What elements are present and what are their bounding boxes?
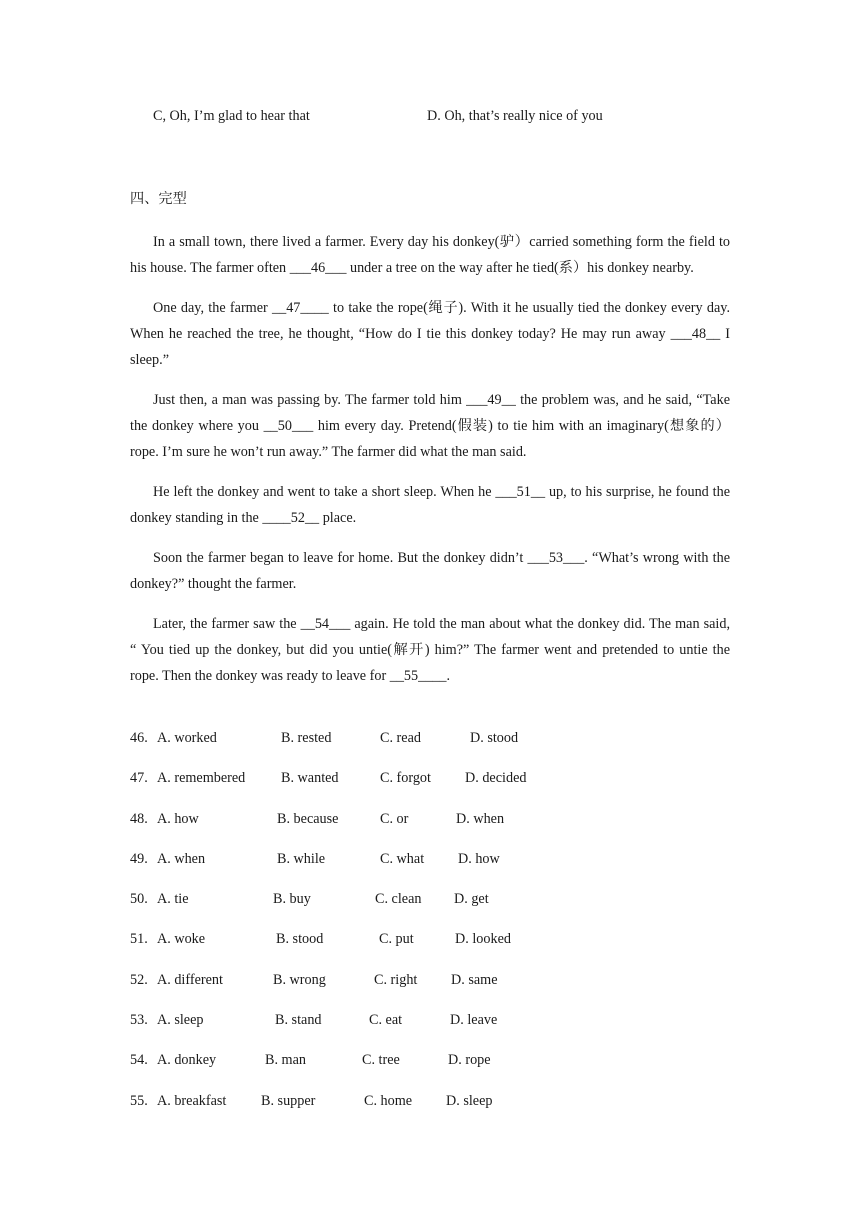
question-number: 48.	[130, 810, 148, 827]
question-row	[130, 891, 730, 931]
option-c: C. clean	[375, 891, 422, 908]
option-b: B. stood	[276, 931, 324, 948]
passage-paragraph: Just then, a man was passing by. The farmer told him ___49__ the problem was, and he said, “Take the donkey where you __50___ him every day. Pretend(假装) to tie him with an imaginary(想象的）rope. I’m sure he won’t run away.” The farmer did what the man said.	[130, 392, 730, 460]
option-d: D. when	[456, 810, 505, 827]
option-a: A. worked	[157, 730, 217, 746]
option-c: C. read	[380, 730, 421, 746]
question-number: 54.	[130, 1052, 148, 1069]
option-b: B. buy	[273, 891, 311, 908]
option-b: B. wanted	[281, 770, 339, 787]
question-row	[130, 1012, 730, 1052]
option-c: C. right	[374, 971, 418, 988]
question-number: 55.	[130, 1092, 148, 1109]
question-number: 52.	[130, 971, 148, 988]
question-number: 50.	[130, 891, 148, 908]
question-row	[130, 811, 730, 851]
option-a: A. sleep	[157, 1012, 204, 1029]
option-c: C. forgot	[380, 770, 431, 787]
section-title: 四、完型	[130, 191, 187, 207]
passage-paragraph: Later, the farmer saw the __54___ again. He told the man about what the donkey did. The man said, “ You tied up the donkey, but did you untie(解开) him?” The farmer went and pretended to untie the rope. Then the donkey was ready to leave for __55____.	[130, 616, 730, 684]
question-row	[130, 1052, 730, 1092]
option-b: B. man	[265, 1052, 306, 1069]
cloze-passage	[130, 229, 730, 703]
option-d: D. leave	[450, 1012, 498, 1029]
option-a: A. when	[157, 850, 206, 867]
option-d: D. looked	[455, 931, 511, 948]
option-c: C. what	[380, 850, 425, 867]
question-row	[130, 770, 730, 810]
question-number: 53.	[130, 1012, 148, 1029]
option-d: D. rope	[448, 1052, 491, 1069]
question-list	[130, 730, 730, 1133]
option-d: D. how	[458, 850, 500, 867]
option-b: B. because	[277, 810, 339, 827]
option-c: C. eat	[369, 1012, 403, 1029]
question-number: 47.	[130, 770, 148, 787]
option-c: C. home	[364, 1092, 413, 1109]
option-d: D. stood	[470, 730, 519, 746]
option-a: A. donkey	[157, 1052, 217, 1069]
option-d: D. same	[451, 971, 498, 988]
option-d: D. decided	[465, 770, 527, 787]
previous-question-options	[153, 108, 713, 128]
option-c: C. put	[379, 931, 414, 948]
option-a: A. remembered	[157, 770, 246, 787]
question-row	[130, 1093, 730, 1133]
option-a: A. how	[157, 810, 199, 827]
passage-paragraph: In a small town, there lived a farmer. Every day his donkey(驴）carried something form the field to his house. The farmer often ___46___ under a tree on the way after he tied(系）his donkey nearby.	[130, 234, 730, 276]
option-d: D. Oh, that’s really nice of you	[427, 108, 603, 124]
question-number: 51.	[130, 931, 148, 948]
option-c: C, Oh, I’m glad to hear that	[153, 108, 310, 124]
option-c: C. tree	[362, 1052, 400, 1069]
option-b: B. supper	[261, 1092, 316, 1109]
option-a: A. breakfast	[157, 1092, 227, 1109]
option-a: A. woke	[157, 931, 206, 948]
option-b: B. while	[277, 850, 326, 867]
passage-paragraph: One day, the farmer __47____ to take the rope(绳子). With it he usually tied the donkey every day. When he reached the tree, he thought, “How do I tie this donkey today? He may run away ___48__ I sleep.”	[130, 300, 730, 368]
option-c: C. or	[380, 810, 409, 827]
passage-paragraph: He left the donkey and went to take a short sleep. When he ___51__ up, to his surprise, he found the donkey standing in the ____52__ place.	[130, 484, 730, 526]
passage-paragraph: Soon the farmer began to leave for home. But the donkey didn’t ___53___. “What’s wrong with the donkey?” thought the farmer.	[130, 550, 730, 592]
option-a: A. tie	[157, 891, 189, 908]
option-d: D. sleep	[446, 1092, 493, 1109]
question-number: 46.	[130, 730, 148, 746]
question-number: 49.	[130, 850, 148, 867]
question-row	[130, 851, 730, 891]
option-b: B. rested	[281, 730, 332, 746]
question-row	[130, 730, 730, 770]
option-b: B. stand	[275, 1012, 322, 1029]
option-d: D. get	[454, 891, 489, 908]
question-row	[130, 972, 730, 1012]
option-b: B. wrong	[273, 971, 326, 988]
question-row	[130, 931, 730, 971]
option-a: A. different	[157, 971, 223, 988]
